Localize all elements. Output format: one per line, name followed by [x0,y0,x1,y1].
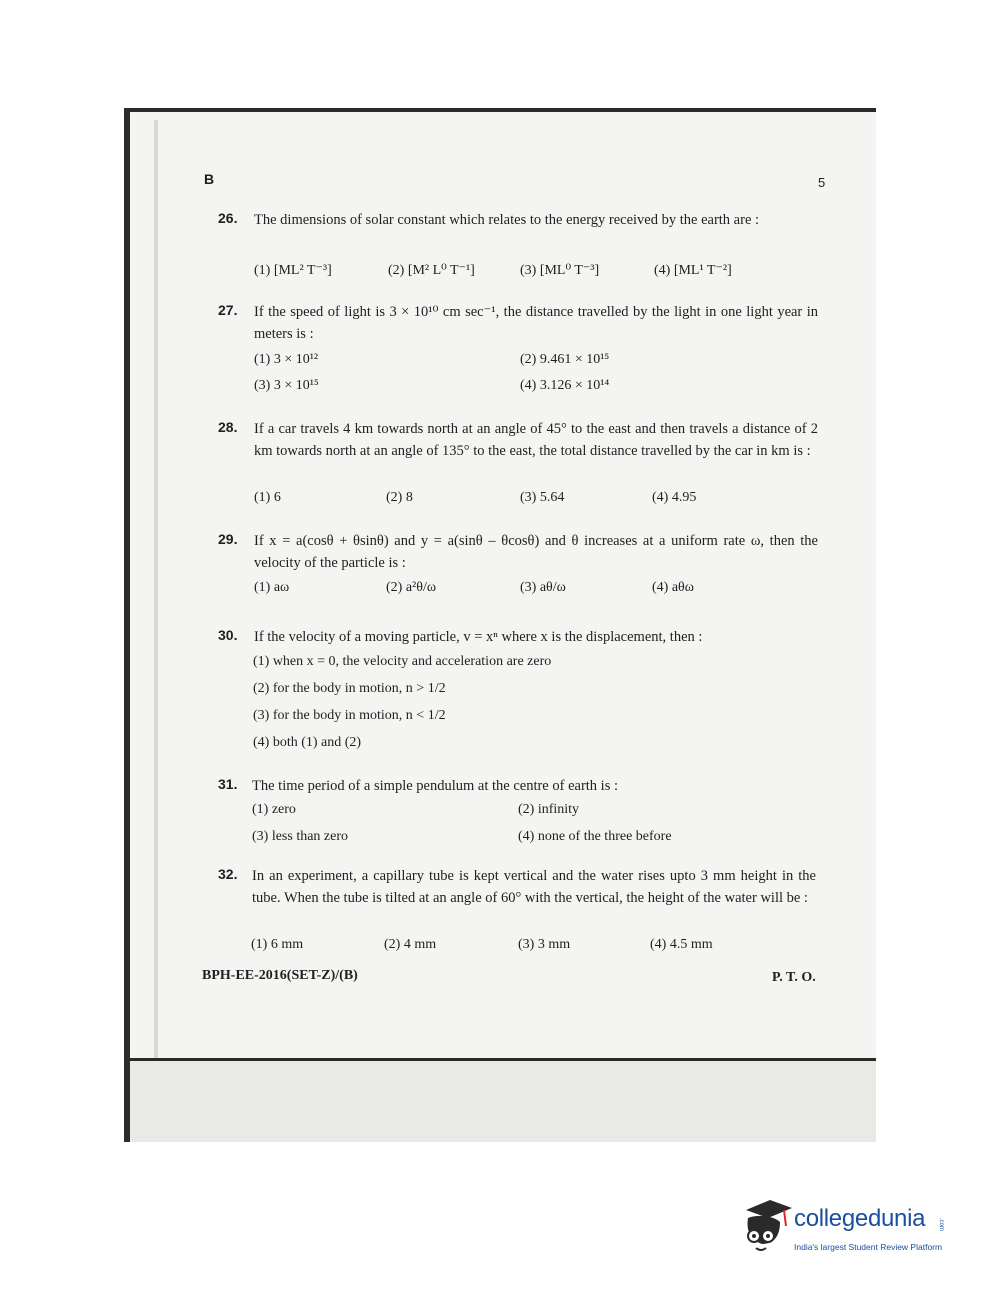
option-4: (4) aθω [652,580,694,595]
question-text: In an experiment, a capillary tube is kept vertical and the water rises upto 3 mm height in the tube. When the tube is tilted at an angle of 60° with the vertical, the height of the water will be : [252,868,816,906]
option-4: (4) both (1) and (2) [253,735,362,750]
option-1: (1) 6 [254,490,281,505]
question-number: 28. [218,419,238,435]
option-1: (1) [ML² T⁻³] [254,263,332,278]
scan-fold-shadow [154,120,158,1060]
question-text: If the speed of light is 3 × 10¹⁰ cm sec⁻¹, the distance travelled by the light in one light year in meters is : [254,304,818,342]
option-4: (4) [ML¹ T⁻²] [654,263,732,278]
option-3: (3) 5.64 [520,490,565,505]
question-text: If a car travels 4 km towards north at an angle of 45° to the east and then travels a distance of 2 km towards north at an angle of 135° to the east, the total distance travelled by the car in km is : [254,421,818,459]
option-4: (4) 4.5 mm [650,937,713,952]
option-4: (4) none of the three before [518,829,672,844]
collegedunia-logo[interactable] [740,1196,960,1256]
option-2: (2) infinity [518,802,580,817]
option-4: (4) 3.126 × 10¹⁴ [520,378,610,393]
footer-paper-code: BPH-EE-2016(SET-Z)/(B) [202,968,358,983]
option-1: (1) zero [252,802,296,817]
option-3: (3) for the body in motion, n < 1/2 [253,708,446,723]
scan-edge-top [124,108,876,112]
option-2: (2) 8 [386,490,413,505]
student-mascot-icon [740,1196,794,1256]
question-text: The dimensions of solar constant which relates to the energy received by the earth are : [254,212,760,228]
logo-wordmark: collegedunia [794,1205,926,1232]
option-2: (2) 4 mm [384,937,437,952]
option-1: (1) aω [254,580,290,595]
question-number: 29. [218,531,238,547]
footer-pto: P. T. O. [772,970,816,985]
logo-tagline: India's largest Student Review Platform [794,1242,943,1252]
question-text: The time period of a simple pendulum at the centre of earth is : [252,778,619,794]
option-2: (2) [M² L⁰ T⁻¹] [388,263,475,278]
option-4: (4) 4.95 [652,490,697,505]
option-1: (1) 6 mm [251,937,304,952]
question-number: 26. [218,210,238,226]
set-label: B [204,171,215,187]
option-3: (3) 3 mm [518,937,571,952]
page-number: 5 [818,175,826,190]
question-text: If the velocity of a moving particle, v = xⁿ where x is the displacement, then : [254,629,703,645]
logo-suffix: .com [938,1218,944,1232]
scan-edge-left [124,108,130,1142]
question-number: 30. [218,627,238,643]
question-number: 27. [218,302,238,318]
option-1: (1) 3 × 10¹² [254,352,319,367]
option-2: (2) a²θ/ω [386,580,437,595]
question-text: If x = a(cosθ + θsinθ) and y = a(sinθ – θcosθ) and θ increases at a uniform rate ω, then the velocity of the particle is : [254,533,818,571]
option-2: (2) for the body in motion, n > 1/2 [253,681,446,696]
option-3: (3) aθ/ω [520,580,566,595]
scanned-page [124,108,876,1142]
question-number: 31. [218,776,238,792]
option-3: (3) [ML⁰ T⁻³] [520,263,600,278]
option-1: (1) when x = 0, the velocity and acceleration are zero [253,654,552,669]
option-3: (3) less than zero [252,829,349,844]
option-2: (2) 9.461 × 10¹⁵ [520,352,610,367]
option-3: (3) 3 × 10¹⁵ [254,378,319,393]
scan-bottom-margin [130,1061,876,1142]
question-number: 32. [218,866,238,882]
